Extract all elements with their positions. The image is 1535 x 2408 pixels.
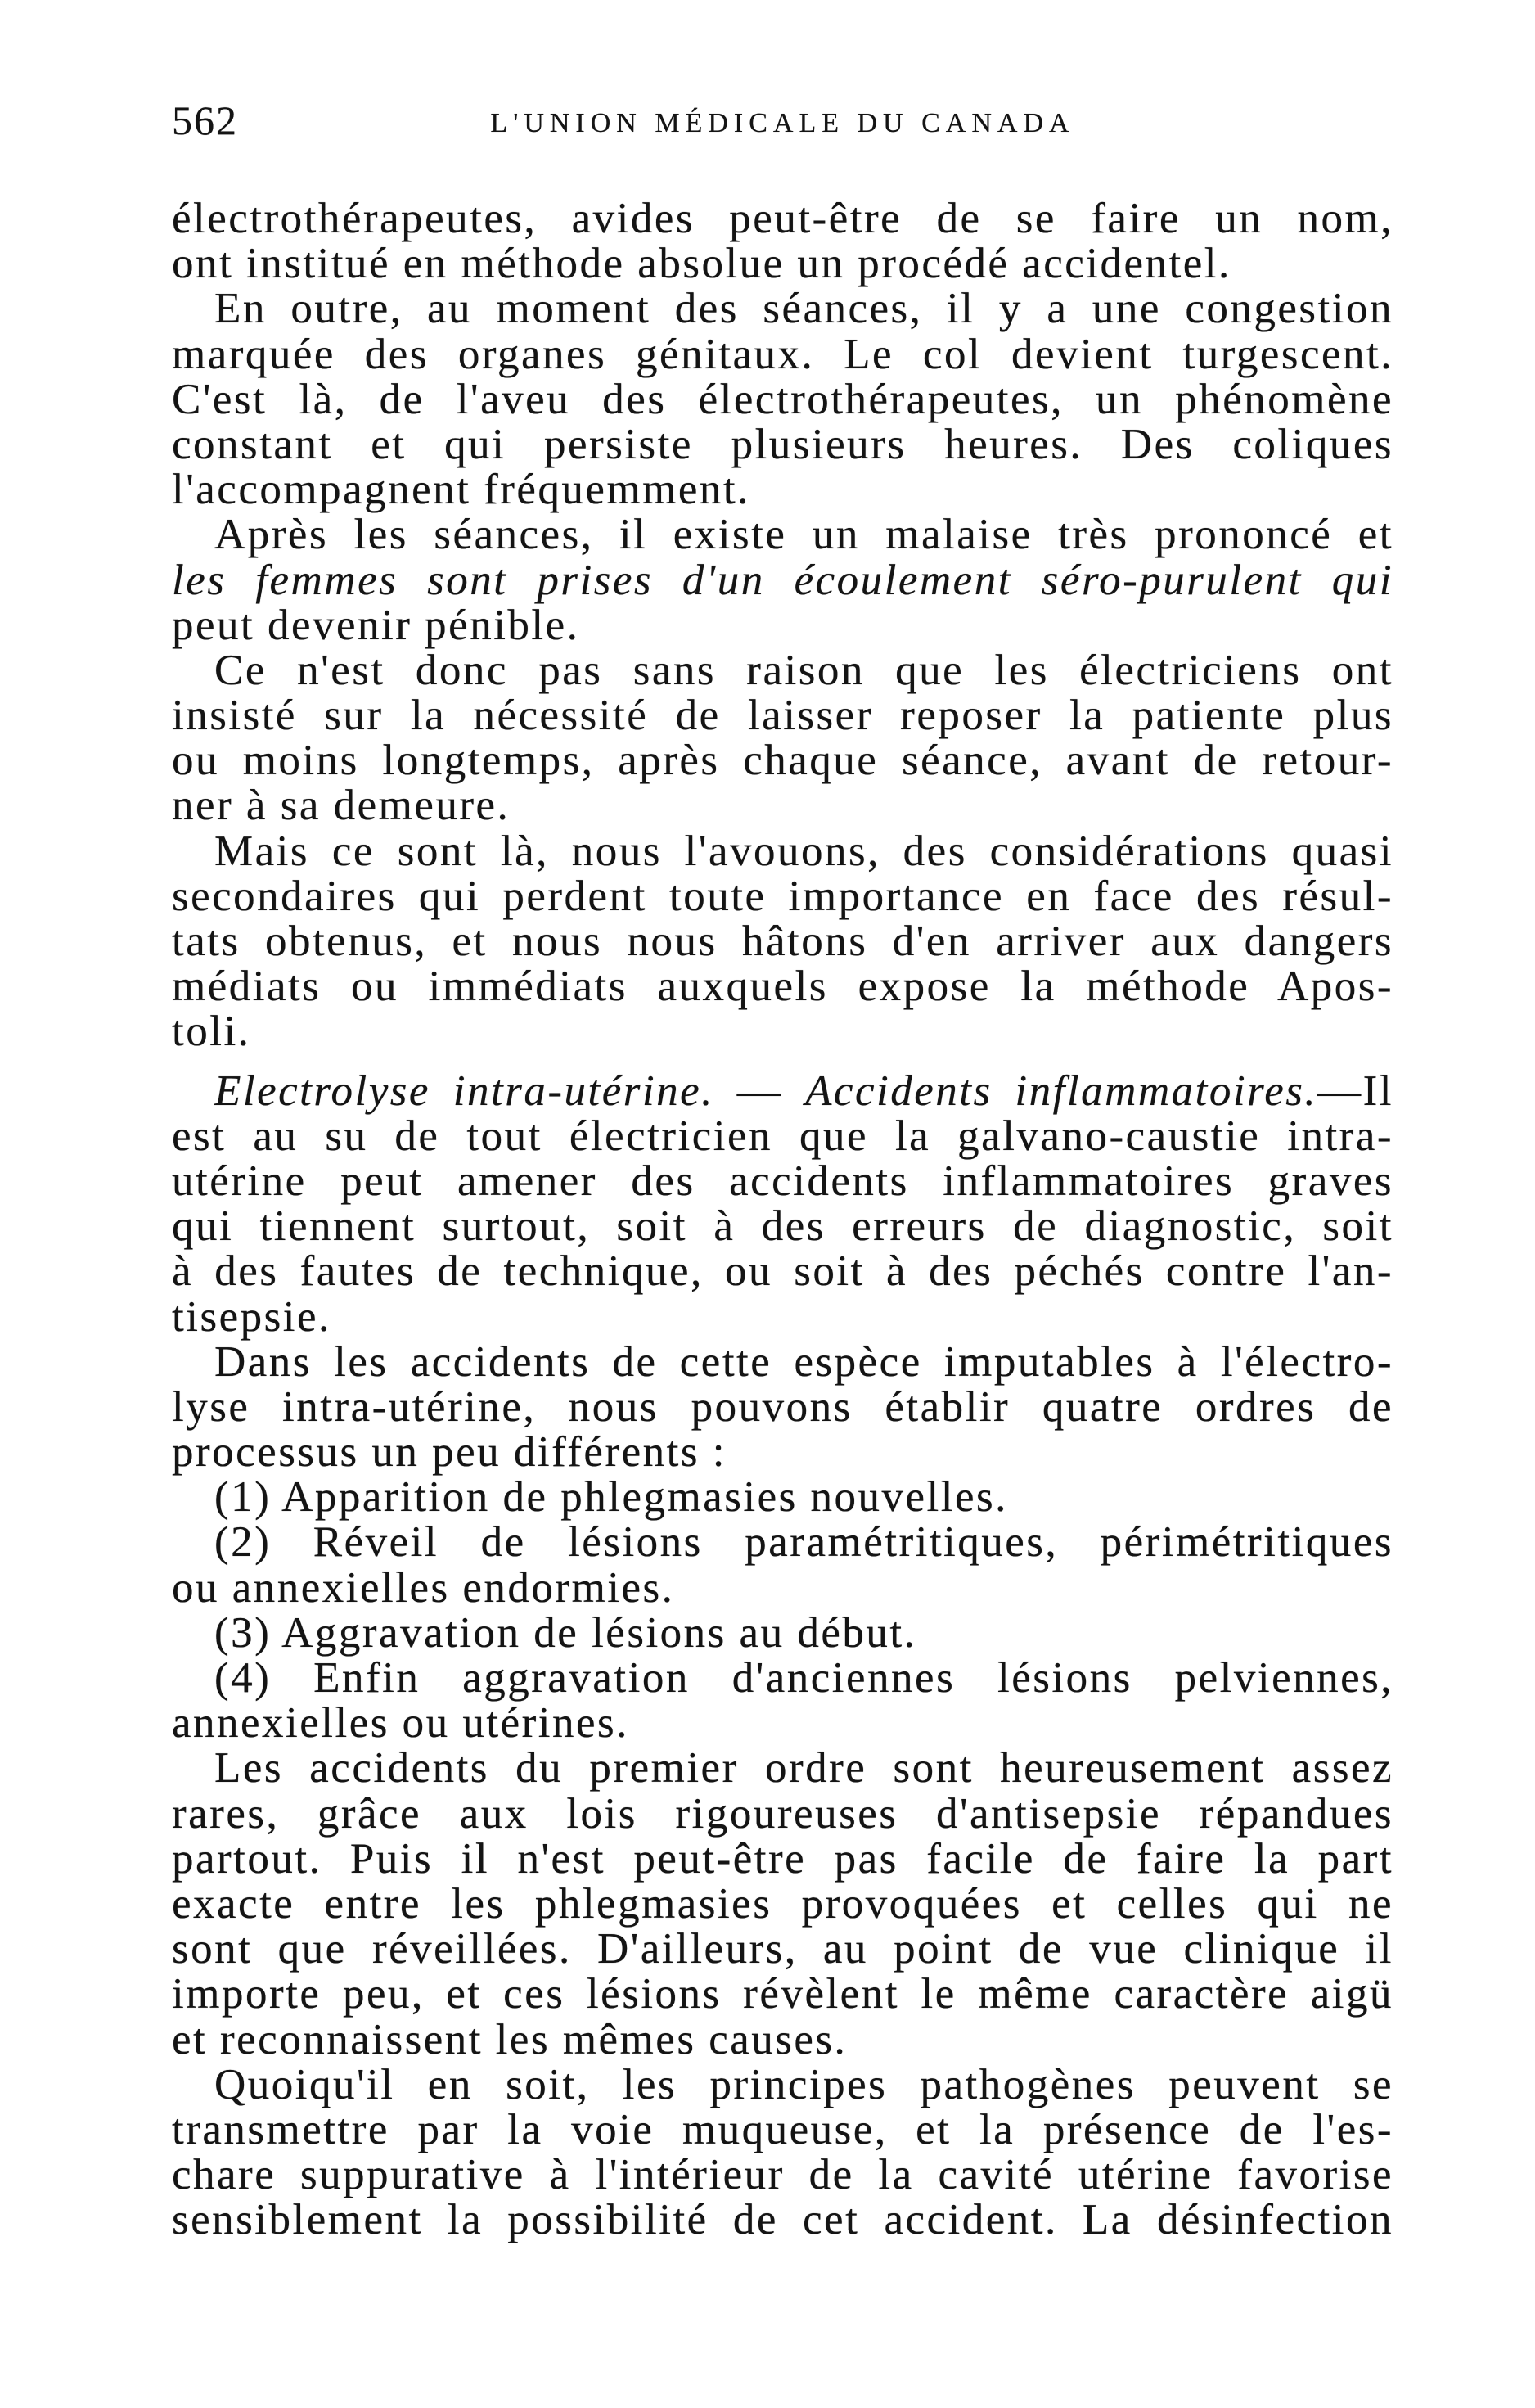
article-body (172, 196, 1393, 2243)
page-number: 562 (172, 97, 238, 143)
paragraph (172, 196, 1393, 286)
text-line: insisté sur la nécessité de laisser reposer la patiente plus (172, 692, 1393, 740)
paragraph (172, 2060, 1393, 2244)
paragraph (172, 1656, 1393, 1746)
text-line: et reconnaissent les mêmes causes. (172, 2015, 848, 2063)
list-item: (1) Apparition de phlegmasies nouvelles. (214, 1473, 1008, 1522)
text-segment: —Il (1317, 1066, 1394, 1115)
text-line: Les accidents du premier ordre sont heureusement assez (214, 1744, 1393, 1792)
text-line: constant et qui persiste plusieurs heures. Des coliques (172, 420, 1393, 468)
paragraph (172, 1066, 1394, 1341)
text-line: sont que réveillées. D'ailleurs, au point de vue clinique il (172, 1925, 1393, 1973)
text-line: sensiblement la possibilité de cet accident. La désinfection (172, 2196, 1393, 2244)
emphasis: Accidents inflammatoires. (805, 1066, 1318, 1115)
paragraph (172, 1608, 1393, 1657)
text-line: est au su de tout électricien que la galvano-caustie intra- (172, 1112, 1393, 1160)
text-line: l'accompagnent fréquemment. (172, 466, 750, 514)
paragraph (172, 648, 1393, 829)
text-line: médiats ou immédiats auxquels expose la méthode Apos- (172, 963, 1393, 1011)
text-line: C'est là, de l'aveu des électrothérapeutes, un phénomène (172, 375, 1393, 423)
text-line: qui tiennent surtout, soit à des erreurs de diagnostic, soit (172, 1202, 1393, 1251)
text-line: Quoiqu'il en soit, les principes pathogènes peuvent se (214, 2060, 1393, 2108)
text-line: Ce n'est donc pas sans raison que les électriciens ont (214, 646, 1393, 694)
journal-title: L'UNION MÉDICALE DU CANADA (490, 108, 1075, 138)
text-line: ner à sa demeure. (172, 782, 511, 830)
text-line: Mais ce sont là, nous l'avouons, des considérations quasi (214, 827, 1393, 875)
text-line: peut devenir pénible. (172, 601, 580, 649)
paragraph (172, 286, 1393, 512)
text-line: chare suppurative à l'intérieur de la cavité utérine favorise (172, 2151, 1393, 2199)
list-item: (3) Aggravation de lésions au début. (214, 1608, 917, 1657)
text-line: transmettre par la voie muqueuse, et la présence de l'es- (172, 2105, 1393, 2153)
text-line: ou moins longtemps, après chaque séance, avant de retour- (172, 737, 1393, 785)
text-line: lyse intra-utérine, nous pouvons établir quatre ordres de (172, 1382, 1393, 1431)
emphasis: Electrolyse intra-utérine. (214, 1066, 714, 1115)
paragraph (172, 1475, 1393, 1520)
text-line: ont institué en méthode absolue un procédé accidentel. (172, 240, 1231, 288)
text-line: toli. (172, 1008, 251, 1056)
text-line: rares, grâce aux lois rigoureuses d'antisepsie répandues (172, 1789, 1393, 1838)
text-line: tats obtenus, et nous nous hâtons d'en arriver aux dangers (172, 918, 1393, 965)
list-item: (4) Enfin aggravation d'anciennes lésions pelviennes, (214, 1654, 1393, 1702)
text-line: En outre, au moment des séances, il y a une congestion (214, 285, 1393, 333)
emphasis: les femmes sont prises d'un écoulement séro-purulent qui (172, 556, 1393, 604)
paragraph (172, 1337, 1393, 1477)
text-line: à des fautes de technique, ou soit à des péchés contre l'an- (172, 1247, 1393, 1296)
text-line (172, 558, 1393, 603)
text-line: processus un peu différents : (172, 1428, 727, 1477)
text-line: Dans les accidents de cette espèce imputables à l'électro- (214, 1337, 1393, 1386)
text-line (172, 1066, 1394, 1115)
text-line: secondaires qui perdent toute importance en face des résul- (172, 872, 1393, 920)
text-line: tisepsie. (172, 1292, 331, 1341)
paragraph (172, 512, 1393, 648)
paragraph (172, 1746, 1393, 2062)
text-line: annexielles ou utérines. (172, 1699, 629, 1747)
text-segment: — (713, 1066, 806, 1115)
text-line: Après les séances, il existe un malaise très prononcé et (214, 511, 1393, 559)
text-line: électrothérapeutes, avides peut-être de se faire un nom, (172, 195, 1393, 242)
paragraph (172, 829, 1393, 1055)
text-line: utérine peut amener des accidents inflammatoires graves (172, 1157, 1393, 1205)
paragraph (172, 1520, 1393, 1610)
text-line: ou annexielles endormies. (172, 1563, 675, 1612)
running-head (172, 95, 1393, 146)
text-line: importe peu, et ces lésions révèlent le même caractère aigü (172, 1970, 1393, 2018)
text-line: partout. Puis il n'est peut-être pas facile de faire la part (172, 1834, 1393, 1883)
list-item: (2) Réveil de lésions paramétritiques, périmétritiques (214, 1518, 1393, 1567)
text-line: exacte entre les phlegmasies provoquées et celles qui ne (172, 1879, 1393, 1928)
text-line: marquée des organes génitaux. Le col devient turgescent. (172, 330, 1393, 378)
